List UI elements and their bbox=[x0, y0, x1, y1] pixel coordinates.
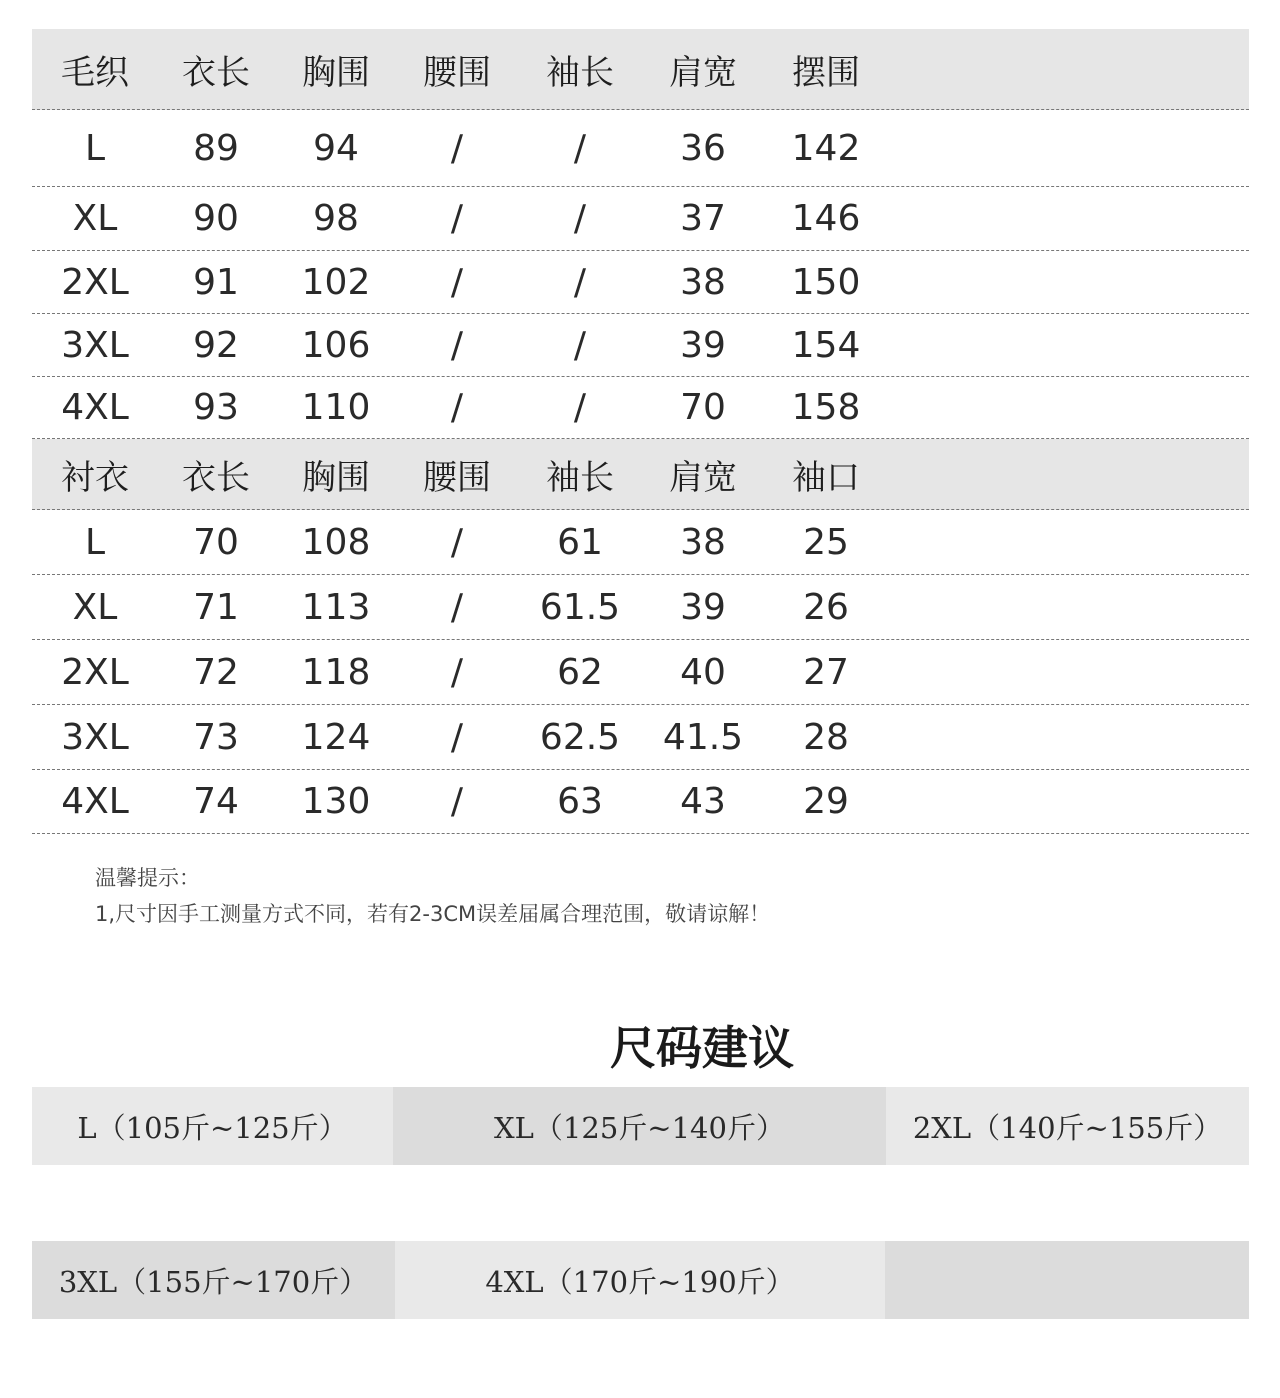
sweater-size-table bbox=[32, 29, 1249, 439]
table-cell: 146 bbox=[791, 198, 861, 239]
table-row bbox=[32, 314, 1249, 377]
tips-note bbox=[95, 860, 770, 932]
table-row bbox=[32, 640, 1249, 705]
table-cell: / bbox=[573, 127, 587, 169]
table-cell: 72 bbox=[193, 651, 239, 693]
table-cell: 3XL bbox=[61, 324, 129, 366]
header-cell: 袖长 bbox=[546, 52, 614, 93]
table-cell: 37 bbox=[680, 198, 726, 239]
header-cell: 摆围 bbox=[792, 52, 860, 93]
table-cell: 2XL bbox=[61, 651, 129, 693]
table-cell: L bbox=[84, 127, 106, 169]
table-cell: 89 bbox=[193, 127, 239, 169]
header-cell: 袖长 bbox=[546, 457, 614, 498]
table-cell: 158 bbox=[791, 387, 861, 428]
header-cell: 胸围 bbox=[302, 52, 370, 93]
table-row bbox=[32, 575, 1249, 640]
table-cell: / bbox=[450, 781, 464, 822]
table-cell: 71 bbox=[193, 586, 239, 628]
table-row bbox=[32, 251, 1249, 314]
table-row bbox=[32, 187, 1249, 251]
table-cell: 38 bbox=[680, 521, 726, 563]
table-cell: 61 bbox=[557, 521, 603, 563]
tips-title: 温馨提示： bbox=[95, 866, 200, 890]
table-cell: 28 bbox=[803, 716, 849, 758]
table-cell: 110 bbox=[301, 387, 371, 428]
table-cell: / bbox=[573, 261, 587, 303]
table-cell: XL bbox=[72, 198, 118, 239]
table-cell: 92 bbox=[193, 324, 239, 366]
table-cell: / bbox=[573, 324, 587, 366]
recommendation-cell: 2XL（140斤~155斤） bbox=[886, 1087, 1249, 1165]
table-cell: 27 bbox=[803, 651, 849, 693]
table-cell: 94 bbox=[313, 127, 359, 169]
table-cell: / bbox=[450, 387, 464, 428]
table-cell: 102 bbox=[301, 261, 371, 303]
table-cell: 130 bbox=[301, 781, 371, 822]
header-cell: 衣长 bbox=[182, 457, 250, 498]
table-cell: / bbox=[450, 716, 464, 758]
recommendation-cell: XL（125斤~140斤） bbox=[393, 1087, 886, 1165]
recommendation-cell: 3XL（155斤~170斤） bbox=[32, 1241, 395, 1319]
table-cell: 150 bbox=[791, 261, 861, 303]
table-cell: 91 bbox=[193, 261, 239, 303]
table-cell: 70 bbox=[193, 521, 239, 563]
table-cell: 2XL bbox=[61, 261, 129, 303]
table-cell: 62.5 bbox=[539, 716, 621, 758]
table-cell: 38 bbox=[680, 261, 726, 303]
table-cell: 43 bbox=[680, 781, 726, 822]
table-row bbox=[32, 770, 1249, 834]
table-cell: 124 bbox=[301, 716, 371, 758]
table-cell: 26 bbox=[803, 586, 849, 628]
recommendation-cell bbox=[885, 1241, 1249, 1319]
header-cell: 衬衣 bbox=[61, 457, 129, 498]
table-cell: / bbox=[573, 387, 587, 428]
table-cell: / bbox=[450, 261, 464, 303]
tips-line: 1,尺寸因手工测量方式不同，若有2-3CM误差届属合理范围，敬请谅解！ bbox=[95, 902, 771, 926]
table-cell: / bbox=[450, 521, 464, 563]
shirt-size-table bbox=[32, 439, 1249, 834]
table-cell: 62 bbox=[557, 651, 603, 693]
table-cell: 113 bbox=[301, 586, 371, 628]
header-cell: 腰围 bbox=[423, 457, 491, 498]
header-cell: 腰围 bbox=[423, 52, 491, 93]
shirt-header-row bbox=[32, 439, 1249, 510]
table-cell: 29 bbox=[803, 781, 849, 822]
recommendation-cell: 4XL（170斤~190斤） bbox=[395, 1241, 885, 1319]
header-cell: 肩宽 bbox=[669, 457, 737, 498]
recommendation-row bbox=[32, 1241, 1249, 1319]
table-cell: 154 bbox=[791, 324, 861, 366]
table-cell: 25 bbox=[803, 521, 849, 563]
header-cell: 袖口 bbox=[792, 457, 860, 498]
table-cell: 74 bbox=[193, 781, 239, 822]
table-cell: 90 bbox=[193, 198, 239, 239]
table-row bbox=[32, 377, 1249, 439]
table-cell: 39 bbox=[680, 586, 726, 628]
header-cell: 衣长 bbox=[182, 52, 250, 93]
table-cell: 3XL bbox=[61, 716, 129, 758]
table-cell: 93 bbox=[193, 387, 239, 428]
table-cell: / bbox=[450, 198, 464, 239]
table-cell: 108 bbox=[301, 521, 371, 563]
table-cell: / bbox=[450, 586, 464, 628]
table-cell: 61.5 bbox=[539, 586, 621, 628]
table-cell: 4XL bbox=[61, 781, 129, 822]
table-cell: 40 bbox=[680, 651, 726, 693]
table-cell: 63 bbox=[557, 781, 603, 822]
table-cell: 118 bbox=[301, 651, 371, 693]
table-cell: 106 bbox=[301, 324, 371, 366]
table-row bbox=[32, 510, 1249, 575]
table-row bbox=[32, 110, 1249, 187]
table-cell: 70 bbox=[680, 387, 726, 428]
sweater-header-row bbox=[32, 29, 1249, 110]
table-cell: / bbox=[450, 127, 464, 169]
table-cell: 41.5 bbox=[662, 716, 744, 758]
header-cell: 胸围 bbox=[302, 457, 370, 498]
table-cell: 36 bbox=[680, 127, 726, 169]
table-row bbox=[32, 705, 1249, 770]
recommendation-cell: L（105斤~125斤） bbox=[32, 1087, 393, 1165]
table-cell: 98 bbox=[313, 198, 359, 239]
header-cell: 肩宽 bbox=[669, 52, 737, 93]
table-cell: XL bbox=[72, 586, 118, 628]
table-cell: / bbox=[450, 651, 464, 693]
header-cell: 毛织 bbox=[61, 52, 129, 93]
table-cell: / bbox=[573, 198, 587, 239]
recommendation-row bbox=[32, 1087, 1249, 1165]
table-cell: 39 bbox=[680, 324, 726, 366]
table-cell: 73 bbox=[193, 716, 239, 758]
table-cell: 4XL bbox=[61, 387, 129, 428]
recommendation-title: 尺码建议 bbox=[610, 1021, 794, 1075]
table-cell: 142 bbox=[791, 127, 861, 169]
table-cell: L bbox=[84, 521, 106, 563]
table-cell: / bbox=[450, 324, 464, 366]
